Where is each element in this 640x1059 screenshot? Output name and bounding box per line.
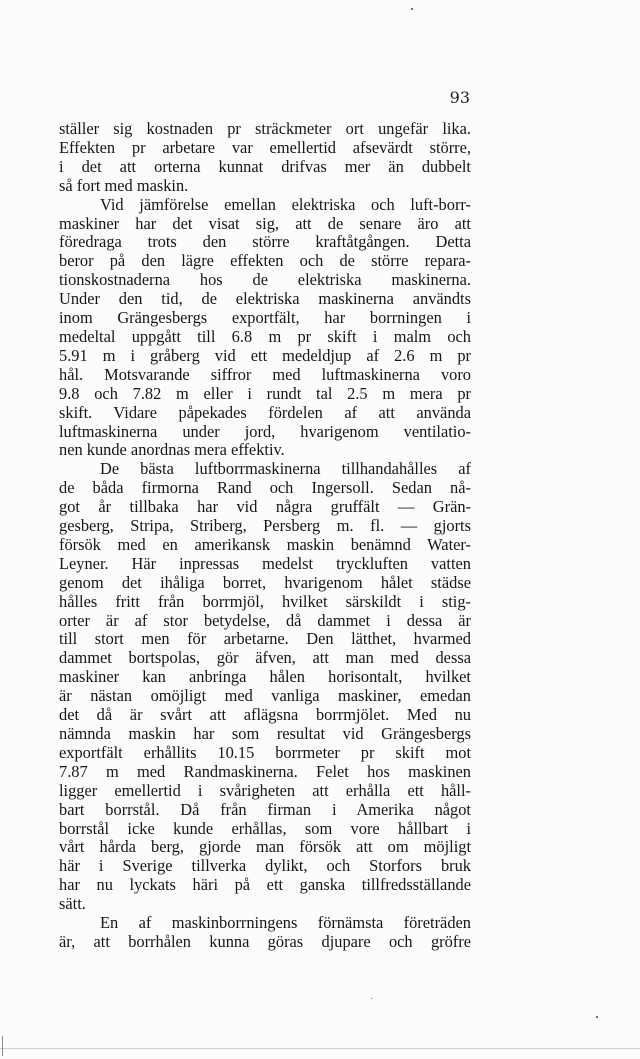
text-line: tionskostnaderna hos de elektriska maskinerna. <box>59 270 471 290</box>
text-line: vårt hårda berg, gjorde man försök att om möjligt <box>59 837 471 857</box>
text-line: nen kunde anordnas mera effektiv. <box>59 440 285 460</box>
text-line: de båda firmorna Rand och Ingersoll. Sedan nå- <box>59 478 471 498</box>
text-line: här i Sverige tillverka dylikt, och Storfors bruk <box>59 856 471 876</box>
text-line: Leyner. Här inpressas medelst tryckluften vatten <box>59 553 471 573</box>
text-line: beror på den lägre effekten och de större repara- <box>59 251 471 271</box>
text-line: hål. Motsvarande siffror med luftmaskinerna voro <box>59 364 471 384</box>
paragraph-start-line: De bästa luftborrmaskinerna tillhandahålles af <box>100 459 471 479</box>
text-line: så fort med maskin. <box>59 175 189 195</box>
text-line: nämnda maskin har som resultat vid Grängesbergs <box>59 724 471 743</box>
text-line: got år tillbaka har vid några gruffält — Grän- <box>59 497 471 517</box>
text-line: 7.87 m med Randmaskinerna. Felet hos maskinen <box>59 761 471 781</box>
paragraph-start-line: En af maskinborrningens förnämsta företräden <box>100 913 471 933</box>
paragraph-start-line: Vid jämförelse emellan elektriska och luft-borr- <box>100 194 471 214</box>
text-line: medeltal uppgått till 6.8 m pr skift i malm och <box>59 326 471 346</box>
text-line: 9.8 och 7.82 m eller i rundt tal 2.5 m mera pr <box>59 383 471 403</box>
scan-speck <box>596 1016 598 1018</box>
text-line: genom det ihåliga borret, hvarigenom hålet städse <box>59 572 471 592</box>
text-line: sätt. <box>59 894 86 914</box>
text-line: är, att borrhålen kunna göras djupare och gröfre <box>59 931 471 951</box>
text-line: gesberg, Stripa, Striberg, Persberg m. fl. — gjorts <box>59 516 471 536</box>
text-line: har nu lyckats häri på ett ganska tillfredsställande <box>59 875 471 895</box>
text-line: exportfält erhållits 10.15 borrmeter pr skift mot <box>59 742 471 762</box>
text-line: hålles fritt från borrmjöl, hvilket särskildt i stig- <box>59 591 471 611</box>
scan-edge-mark <box>2 1036 3 1056</box>
text-line: skift. Vidare påpekades fördelen af att använda <box>59 402 471 422</box>
body-text <box>59 120 471 952</box>
text-line: i det att orterna kunnat drifvas mer än dubbelt <box>59 156 471 176</box>
text-line: ligger emellertid i svårigheten att erhålla ett håll- <box>59 780 471 800</box>
text-line: maskiner kan anbringa hålen horisontalt, hvilket <box>59 667 471 687</box>
scan-speck <box>371 998 372 999</box>
text-line: ställer sig kostnaden pr sträckmeter ort ungefär lika. <box>59 119 471 138</box>
text-line: till stort men för arbetarne. Den lätthet, hvarmed <box>59 629 471 649</box>
text-line: Under den tid, de elektriska maskinerna användts <box>59 289 471 309</box>
text-line: försök med en amerikansk maskin benämnd Water- <box>59 534 471 554</box>
text-line: orter är af stor betydelse, då dammet i dessa är <box>59 610 471 630</box>
text-line: dammet bortspolas, gör äfven, att man med dessa <box>59 648 471 668</box>
text-line: föredraga trots den större kraftåtgången. Detta <box>59 232 471 252</box>
text-line: bart borrstål. Då från firman i Amerika något <box>59 799 471 819</box>
text-line: luftmaskinerna under jord, hvarigenom ventilatio- <box>59 421 471 441</box>
text-line: Effekten pr arbetare var emellertid afsevärdt större, <box>59 137 471 157</box>
text-line: är nästan omöjligt med vanliga maskiner, emedan <box>59 686 471 706</box>
text-line: borrstål icke kunde erhållas, som vore hållbart i <box>59 818 471 838</box>
text-line: 5.91 m i gråberg vid ett medeldjup af 2.6 m pr <box>59 345 471 365</box>
text-line: inom Grängesbergs exportfält, har borrningen i <box>59 308 471 328</box>
text-line: maskiner har det visat sig, att de senare äro att <box>59 213 471 233</box>
text-line: det då är svårt att aflägsna borrmjölet. Med nu <box>59 705 471 725</box>
scan-edge-rule <box>0 1048 640 1049</box>
page-number: 93 <box>449 88 470 107</box>
scan-speck <box>411 8 413 10</box>
